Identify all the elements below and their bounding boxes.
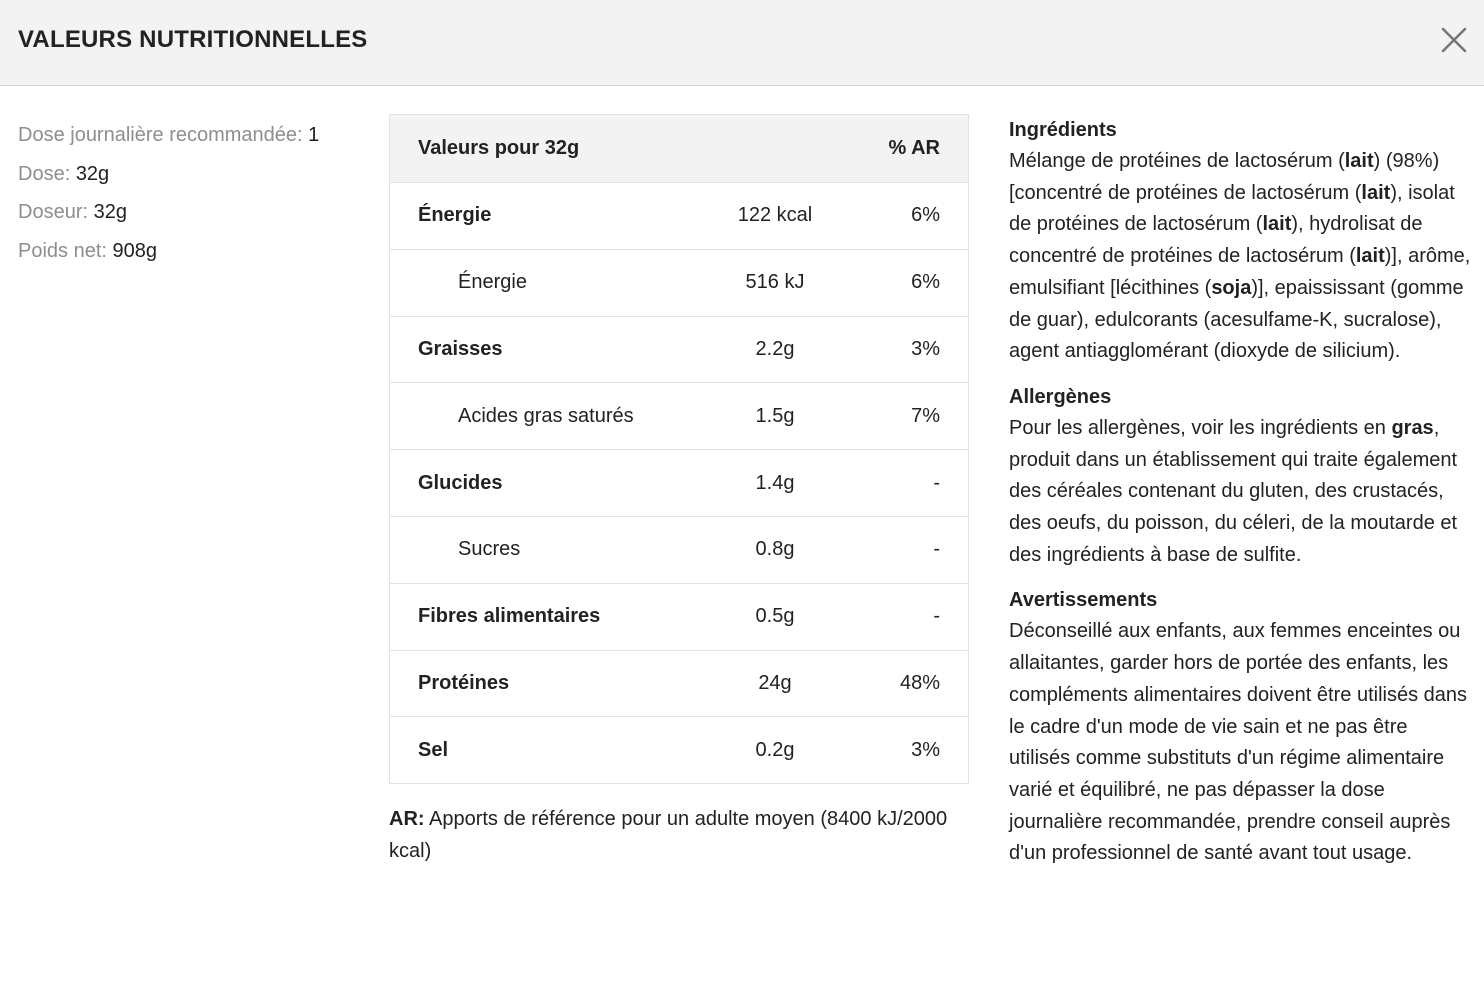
cell-name: Énergie bbox=[418, 204, 492, 227]
table-row bbox=[390, 249, 968, 316]
allergen-bold-text: lait bbox=[1344, 150, 1374, 172]
meta-label: Doseur: bbox=[18, 201, 94, 223]
table-row bbox=[390, 516, 968, 583]
table-row bbox=[390, 182, 968, 249]
meta-value: 1 bbox=[308, 124, 320, 146]
text-segment: , produit dans un établissement qui traite également des céréales contenant du gluten, des crustacés, des oeufs, du poisson, du céleri, de la moutarde et des ingrédients à base de sulfite. bbox=[1009, 416, 1458, 566]
cell-name: Acides gras saturés bbox=[458, 404, 634, 427]
table-row bbox=[390, 316, 968, 383]
table-body bbox=[390, 182, 968, 783]
cell-name: Fibres alimentaires bbox=[418, 605, 601, 628]
footnote-label: AR: bbox=[389, 808, 425, 830]
meta-label: Dose: bbox=[18, 162, 76, 185]
cell-value: 1.4g bbox=[755, 471, 795, 494]
cell-ar: 3% bbox=[911, 738, 940, 761]
meta-value: 908g bbox=[112, 239, 158, 262]
cell-value: 0.8g bbox=[755, 538, 795, 561]
cell-value: 122 kcal bbox=[737, 204, 813, 227]
warnings-text bbox=[1009, 616, 1471, 870]
table-row bbox=[390, 650, 968, 717]
cell-name: Énergie bbox=[458, 271, 527, 294]
allergens-section bbox=[1009, 381, 1471, 572]
close-icon[interactable] bbox=[1434, 20, 1474, 60]
text-segment: )], epaississant (gomme de guar), edulcorants (acesulfame-K, sucralose), agent antiagglomérant (dioxyde de silicium). bbox=[1009, 276, 1464, 363]
cell-value: 1.5g bbox=[755, 404, 795, 427]
allergens-title: Allergènes bbox=[1009, 385, 1112, 408]
cell-value: 516 kJ bbox=[745, 271, 805, 294]
close-button[interactable] bbox=[1434, 20, 1474, 60]
product-info bbox=[1009, 114, 1471, 883]
cell-name: Glucides bbox=[418, 471, 503, 494]
cell-value: 0.2g bbox=[755, 738, 795, 761]
cell-ar: 6% bbox=[911, 271, 940, 294]
cell-name: Sel bbox=[418, 738, 449, 761]
allergens-text bbox=[1009, 413, 1471, 572]
meta-dose bbox=[18, 155, 368, 194]
cell-ar: 3% bbox=[911, 337, 940, 360]
meta-scoop bbox=[18, 193, 368, 232]
header-ar: % AR bbox=[888, 137, 940, 159]
cell-name: Graisses bbox=[418, 337, 503, 360]
meta-value: 32g bbox=[93, 201, 127, 223]
ingredients-text bbox=[1009, 146, 1471, 368]
table-row bbox=[390, 382, 968, 449]
text-segment: )], arôme, emulsifiant [lécithines ( bbox=[1009, 245, 1471, 299]
table-row bbox=[390, 449, 968, 516]
product-meta bbox=[18, 116, 368, 270]
allergen-bold-text: lait bbox=[1361, 181, 1391, 204]
ingredients-title: Ingrédients bbox=[1009, 119, 1117, 141]
header-serving: Valeurs pour 32g bbox=[418, 137, 580, 159]
allergen-bold-text: lait bbox=[1355, 245, 1385, 268]
meta-label: Dose journalière recommandée: bbox=[18, 124, 309, 146]
text-segment: ) (98%)[concentré de protéines de lactosérum ( bbox=[1009, 150, 1440, 204]
cell-name: Sucres bbox=[458, 538, 521, 561]
cell-name: Protéines bbox=[418, 671, 510, 694]
cell-ar: - bbox=[933, 605, 940, 628]
meta-label: Poids net: bbox=[18, 239, 113, 262]
ingredients-section bbox=[1009, 114, 1471, 368]
footnote-text: Apports de référence pour un adulte moyen (8400 kJ/2000 kcal) bbox=[389, 808, 948, 862]
meta-net-weight bbox=[18, 232, 368, 271]
cell-value: 24g bbox=[758, 671, 792, 694]
table-header-row bbox=[390, 115, 968, 182]
table-row bbox=[390, 583, 968, 650]
text-segment: ), isolat de protéines de lactosérum ( bbox=[1009, 181, 1455, 236]
text-segment: ), hydrolisat de concentré de protéines de lactosérum ( bbox=[1009, 213, 1423, 268]
nutrition-table bbox=[389, 114, 969, 784]
cell-ar: 7% bbox=[911, 404, 940, 427]
ar-footnote bbox=[389, 803, 949, 867]
warnings-section bbox=[1009, 584, 1471, 870]
allergen-bold-text: soja bbox=[1211, 276, 1252, 299]
modal-title: VALEURS NUTRITIONNELLES bbox=[18, 26, 368, 53]
text-segment: Pour les allergènes, voir les ingrédients en bbox=[1009, 416, 1392, 439]
meta-value: 32g bbox=[75, 162, 110, 185]
table-row bbox=[390, 716, 968, 783]
cell-value: 2.2g bbox=[755, 337, 795, 360]
cell-ar: - bbox=[933, 471, 940, 494]
cell-value: 0.5g bbox=[755, 605, 795, 628]
cell-ar: 6% bbox=[911, 204, 940, 227]
text-segment: Mélange de protéines de lactosérum ( bbox=[1009, 150, 1345, 172]
cell-ar: 48% bbox=[899, 671, 940, 694]
warnings-title: Avertissements bbox=[1009, 589, 1158, 612]
text-segment: Déconseillé aux enfants, aux femmes enceintes ou allaitantes, garder hors de portée des enfants, les compléments alimentaires doivent être utilisés dans le cadre d'un mode de vie sain et ne pas être utilisés comme substituts d'un régime alimentaire varié et équilibré, ne pas dépasser la dose journalière recommandée, prendre conseil auprès d'un professionnel de santé avant tout usage. bbox=[1009, 620, 1467, 865]
allergen-bold-text: lait bbox=[1262, 213, 1292, 236]
allergen-bold-text: gras bbox=[1391, 416, 1434, 439]
cell-ar: - bbox=[933, 538, 940, 561]
meta-daily-dose bbox=[18, 116, 368, 155]
modal-header bbox=[0, 0, 1484, 86]
